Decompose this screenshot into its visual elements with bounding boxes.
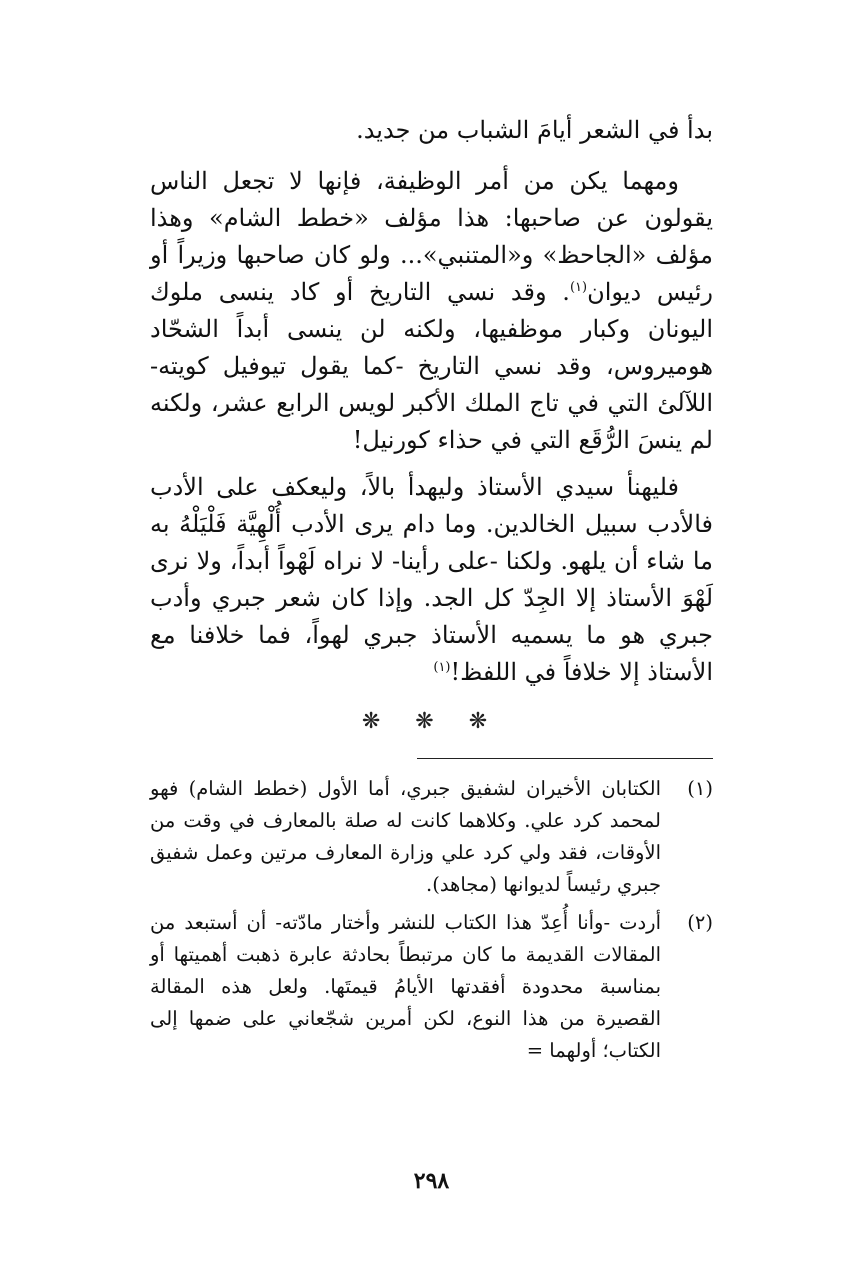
page-body [150, 112, 713, 1073]
page-number: ٢٩٨ [413, 1168, 450, 1194]
paragraph-2 [150, 163, 713, 459]
paragraph-3-text: فليهنأ سيدي الأستاذ وليهدأ بالاً، وليعكف على الأدب فالأدب سبيل الخالدين. وما دام يرى الأدب أُلْهِيَّة فَلْيَلْهُ به ما شاء أن يلهو. ولكنا -على رأينا- لا نراه لَهْواً أبداً، ولا نرى لَهْوَ الأستاذ إلا الجِدّ كل الجد. وإذا كان شعر جبري وأدب جبري هو ما يسميه الأستاذ جبري لهواً، فما خلافنا مع الأستاذ إلا خلافاً في اللفظ! [150, 473, 713, 686]
footnote-reference-1[interactable]: (١) [569, 280, 588, 295]
footnote-2-text: أردت -وأنا أُعِدّ هذا الكتاب للنشر وأختار مادّته- أن أستبعد من المقالات القديمة ما كان مرتبطاً بحادثة عابرة ذهبت أهميتها أو بمناسبة محدودة أفقدتها الأيامُ قيمتَها. ولعل هذه المقالة القصيرة من هذا النوع، لكن أمرين شجّعاني على ضمها إلى الكتاب؛ أولهما = [150, 911, 661, 1062]
footnote-reference-2[interactable]: (١) [433, 660, 451, 675]
footnote-2 [150, 907, 713, 1067]
footnote-divider [417, 758, 713, 759]
paragraph-2-text: ومهما يكن من أمر الوظيفة، فإنها لا تجعل الناس يقولون عن صاحبها: هذا مؤلف «خطط الشام» وهذا مؤلف «الجاحظ» و«المتنبي»... ولو كان صاحبها وزيراً أو رئيس ديوان [150, 167, 713, 306]
paragraph-3 [150, 469, 713, 691]
footnote-1-text: الكتابان الأخيران لشفيق جبري، أما الأول (خطط الشام) فهو لمحمد كرد علي. وكلاهما كانت له صلة بالمعارف في وقت من الأوقات، فقد ولي كرد علي وزارة المعارف مرتين وعمل شفيق جبري رئيساً لديوانها (مجاهد). [150, 777, 661, 896]
paragraph-2-continuation: . وقد نسي التاريخ أو كاد ينسى ملوك اليونان وكبار موظفيها، ولكنه لن ينسى أبداً الشحّاد هوميروس، وقد نسي التاريخ -كما يقول تيوفيل كويته- اللآلئ التي في تاج الملك الأكبر لويس الرابع عشر، ولكنه لم ينسَ الرُّقَع التي في حذاء كورنيل! [150, 278, 713, 454]
paragraph-1: بدأ في الشعر أيامَ الشباب من جديد. [356, 116, 713, 144]
footnote-1-number: (١) [687, 777, 713, 800]
footnote-1 [150, 773, 713, 901]
footnote-2-number: (٢) [687, 911, 713, 934]
section-separator: ❋ ❋ ❋ [361, 709, 502, 734]
